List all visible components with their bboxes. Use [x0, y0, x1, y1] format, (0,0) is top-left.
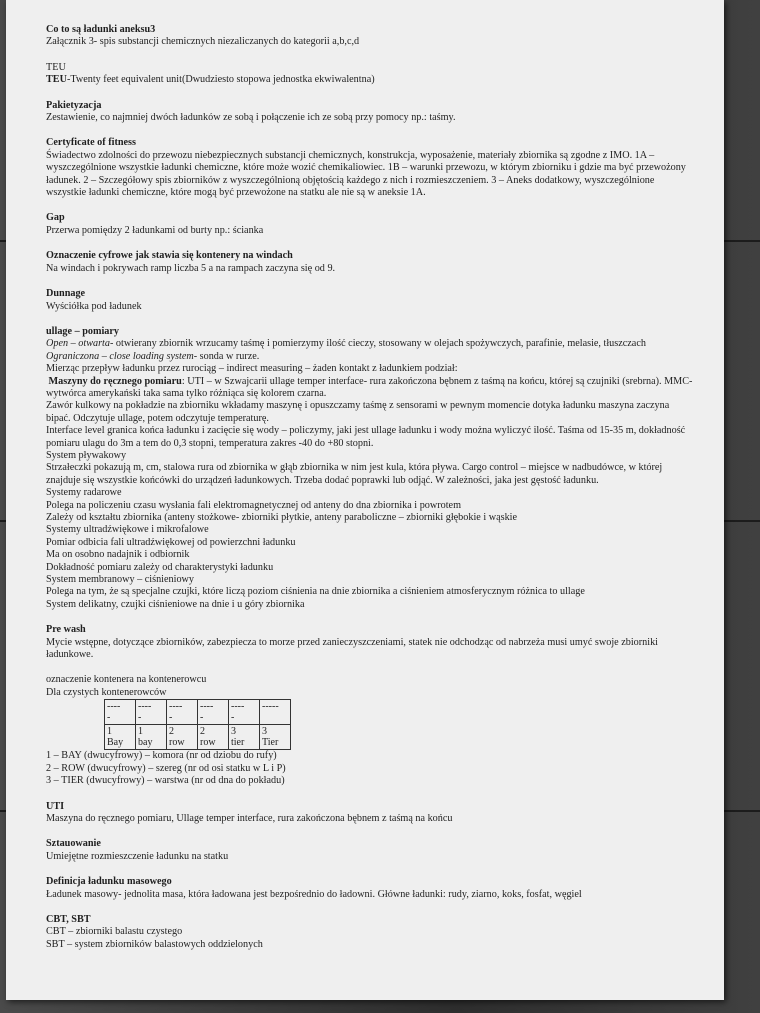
marking-line: Dla czystych kontenerowców: [46, 686, 167, 698]
table-cell: [229, 700, 260, 725]
ullage-line: Ma on osobno nadajnik i odbiornik: [46, 549, 190, 561]
cell-dash: -: [107, 712, 111, 724]
table-cell: [105, 725, 136, 750]
cell-label: Bay: [107, 737, 124, 749]
teu-definition: -Twenty feet equivalent unit(Dwudziesto stopowa jednostka ekwiwalentna): [66, 74, 375, 86]
section-text: Maszyna do ręcznego pomiaru, Ullage temper interface, rura zakończona bębnem z taśmą na końcu: [46, 812, 453, 824]
ullage-manual: [46, 376, 696, 401]
section-text: Świadectwo zdolności do przewozu niebezpiecznych substancji chemicznych, konstrukcja, wyposażenie, materiały zbiornika są zgodne z IMO. 1A – wyszczególnione wszystkie ładunki chemiczne, które może wozić chemikaliowiec. 1B – warunki przewozu, w którym zbiorniku i gdzie ma być przewożony ładunek. 2 – Szczegółowy spis zbiorników z wyszczególnioną objętością każdego z nich i rozmieszczeniem. 3 – Aneks dodatkowy, wyszczególnione wszystkie ładunki chemiczne, które mogą być przewożone na statku ale nie są w aneksie 1A.: [46, 149, 686, 199]
bay-row-tier-table: [104, 699, 291, 750]
cell-dash: -: [200, 712, 204, 724]
marking-note: 2 – ROW (dwucyfrowy) – szereg (nr od osi statku w L i P): [46, 762, 286, 774]
table-cell: [198, 700, 229, 725]
ullage-line: Mierząc przepływ ładunku przez rurociąg – indirect measuring – żaden kontakt z ładunkiem podział:: [46, 363, 458, 375]
manual-label: Maszyny do ręcznego pomiaru: [48, 375, 182, 387]
section-text: Wyściółka pod ładunek: [46, 300, 142, 312]
table-cell: [105, 700, 136, 725]
open-rest: – otwarta-: [68, 338, 114, 350]
section-title: Pre wash: [46, 624, 86, 636]
document-body: [46, 24, 696, 964]
teu-label: TEU: [46, 74, 67, 86]
section-title: Dunnage: [46, 288, 86, 300]
ullage-line: Systemy radarowe: [46, 487, 122, 499]
section-title: Pakietyzacja: [46, 99, 102, 111]
section-ullage: [46, 326, 696, 611]
section-title: Definicja ładunku masowego: [46, 876, 172, 888]
open-label: Open: [46, 338, 69, 350]
table-cell: [136, 725, 167, 750]
table-cell: [198, 725, 229, 750]
table-cell: [260, 725, 291, 750]
restricted-text: sonda w rurze.: [197, 350, 260, 362]
section-digital-marking: [46, 250, 696, 275]
cell-number: 3: [231, 726, 236, 738]
ullage-line: System pływakowy: [46, 449, 127, 461]
ullage-line: Interface level granica końca ładunku i zacięcie się wody – policzymy, jaki jest ullage ładunku i wody można wyliczyć ilość. Taśma od 15-35 m, dokładność pomiaru ulagu do 3m a tem do 0,3 stopni, temperatura zakres -40 do +80 stopni.: [46, 425, 686, 449]
table-cell: [167, 725, 198, 750]
manual-text: : UTI – w Szwajcarii ullage temper interface- rura zakończona bębnem z taśmą na końcu, której są czujniki (srebrna). MMC- wytwórca amerykański taka sama tylko różniąca się kolorem czarna.: [46, 375, 693, 399]
marking-note: 1 – BAY (dwucyfrowy) – komora (nr od dziobu do rufy): [46, 750, 277, 762]
cell-dash: -----: [262, 701, 279, 713]
cell-label: tier: [231, 737, 245, 749]
section-text: Na windach i pokrywach ramp liczba 5 a na rampach zaczyna się od 9.: [46, 262, 336, 274]
cell-dash: ----: [200, 701, 214, 713]
section-packaging: [46, 100, 696, 125]
cell-dash: -: [138, 712, 142, 724]
paper-sheet: [6, 0, 724, 1000]
cell-dash: ----: [138, 701, 152, 713]
section-dunnage: [46, 288, 696, 313]
ullage-line: Systemy ultradźwiękowe i mikrofalowe: [46, 524, 209, 536]
section-title: Certyficate of fitness: [46, 137, 136, 149]
cell-number: 2: [200, 726, 205, 738]
table-row: [105, 700, 291, 725]
section-text: Mycie wstępne, dotyczące zbiorników, zabezpiecza to morze przed zanieczyszczeniami, statek nie odchodząc od nabrzeża musi umyć swoje zbiorniki ładunkowe.: [46, 636, 659, 661]
table-cell: [136, 700, 167, 725]
section-stowage: [46, 838, 696, 863]
section-text: Ładunek masowy- jednolita masa, która ładowana jest bezpośrednio do ładowni. Główne ładunki: rudy, ziarno, koks, fosfat, węgiel: [46, 888, 582, 900]
cell-dash: ----: [169, 701, 183, 713]
section-container-marking: [46, 674, 696, 787]
cell-number: 3: [262, 726, 267, 738]
ullage-line: Pomiar odbicia fali ultradźwiękowej od powierzchni ładunku: [46, 536, 296, 548]
section-annex3: [46, 24, 696, 49]
section-uti: [46, 801, 696, 826]
ullage-line: Dokładność pomiaru zależy od charakterystyki ładunku: [46, 561, 274, 573]
section-certificate: [46, 137, 696, 199]
section-title: Oznaczenie cyfrowe jak stawia się kontenery na windach: [46, 250, 293, 262]
section-text: Przerwa pomiędzy 2 ładunkami od burty np.: ścianka: [46, 224, 264, 236]
cell-label: Tier: [262, 737, 279, 749]
table-cell: [229, 725, 260, 750]
cell-number: 2: [169, 726, 174, 738]
table-row: [105, 725, 291, 750]
section-title: Co to są ładunki aneksu3: [46, 24, 156, 35]
cell-number: 1: [138, 726, 143, 738]
section-title: UTI: [46, 800, 65, 812]
section-text: CBT – zbiorniki balastu czystego: [46, 926, 183, 938]
cell-label: bay: [138, 737, 153, 749]
section-cbt-sbt: [46, 914, 696, 951]
section-title: TEU: [46, 61, 66, 73]
restricted-label: Ograniczona – close loading system-: [46, 350, 198, 362]
marking-note: 3 – TIER (dwucyfrowy) – warstwa (nr od dna do pokładu): [46, 775, 285, 787]
section-prewash: [46, 624, 696, 661]
section-text: [46, 74, 696, 86]
ullage-line: System membranowy – ciśnieniowy: [46, 574, 194, 586]
cell-label: row: [200, 737, 216, 749]
cell-dash: -: [231, 712, 235, 724]
table-cell: [167, 700, 198, 725]
open-text: otwierany zbiornik wrzucamy taśmę i pomierzymy ilość cieczy, stosowany w olejach spożywczych, parafinie, melasie, tłuszczach: [113, 338, 646, 350]
ullage-line: Zależy od kształtu zbiornika (anteny stożkowe- zbiorniki płytkie, anteny paraboliczne – zbiorniki głębokie i wąskie: [46, 512, 518, 523]
table-cell: [260, 700, 291, 725]
cell-dash: ----: [107, 701, 121, 713]
section-title: Gap: [46, 212, 65, 224]
section-text: Zestawienie, co najmniej dwóch ładunków ze sobą i połączenie ich ze sobą przy pomocy np.: taśmy.: [46, 112, 456, 124]
ullage-line: Zawór kulkowy na pokładzie na zbiorniku wkładamy maszynę i opuszczamy taśmę z sensorami w pewnym momencie dotyka ładunku maszyna zaczyna bipać. Odczytuje ullage, potem odczytuje temperaturę.: [46, 400, 670, 424]
section-text: SBT – system zbiorników balastowych oddzielonych: [46, 938, 263, 950]
section-bulk-cargo: [46, 876, 696, 901]
section-text: Załącznik 3- spis substancji chemicznych niezaliczanych do kategorii a,b,c,d: [46, 36, 360, 48]
section-title: Sztauowanie: [46, 838, 101, 850]
section-text: Umiejętne rozmieszczenie ładunku na statku: [46, 850, 229, 862]
section-gap: [46, 212, 696, 237]
section-title: ullage – pomiary: [46, 325, 120, 337]
section-title: CBT, SBT: [46, 913, 91, 925]
cell-dash: ----: [231, 701, 245, 713]
ullage-line: System delikatny, czujki ciśnieniowe na dnie i u góry zbiornika: [46, 598, 305, 610]
ullage-line: Polega na policzeniu czasu wysłania fali elektromagnetycznej od anteny do dna zbiornika i powrotem: [46, 499, 461, 511]
cell-dash: -: [169, 712, 173, 724]
marking-line: oznaczenie kontenera na kontenerowcu: [46, 674, 207, 686]
cell-label: row: [169, 737, 185, 749]
section-teu: [46, 62, 696, 87]
ullage-line: Strzałeczki pokazują m, cm, stalowa rura od zbiornika w głąb zbiornika w nim jest kula, która pływa. Cargo control – miejsce w nadbudówce, w której znajduje się wszystkie końcówki do urządzeń ładunkowych. Trzeba dodać poprawki lub odjąć. W zależności, jaka jest gęstość ładunku.: [46, 462, 663, 486]
ullage-line: Polega na tym, że są specjalne czujki, które liczą poziom ciśnienia na dnie zbiornika a ciśnieniem atmosferycznym różnica to ullage: [46, 586, 585, 598]
ullage-restricted: [46, 351, 696, 363]
cell-number: 1: [107, 726, 112, 738]
ullage-open: [46, 338, 696, 350]
